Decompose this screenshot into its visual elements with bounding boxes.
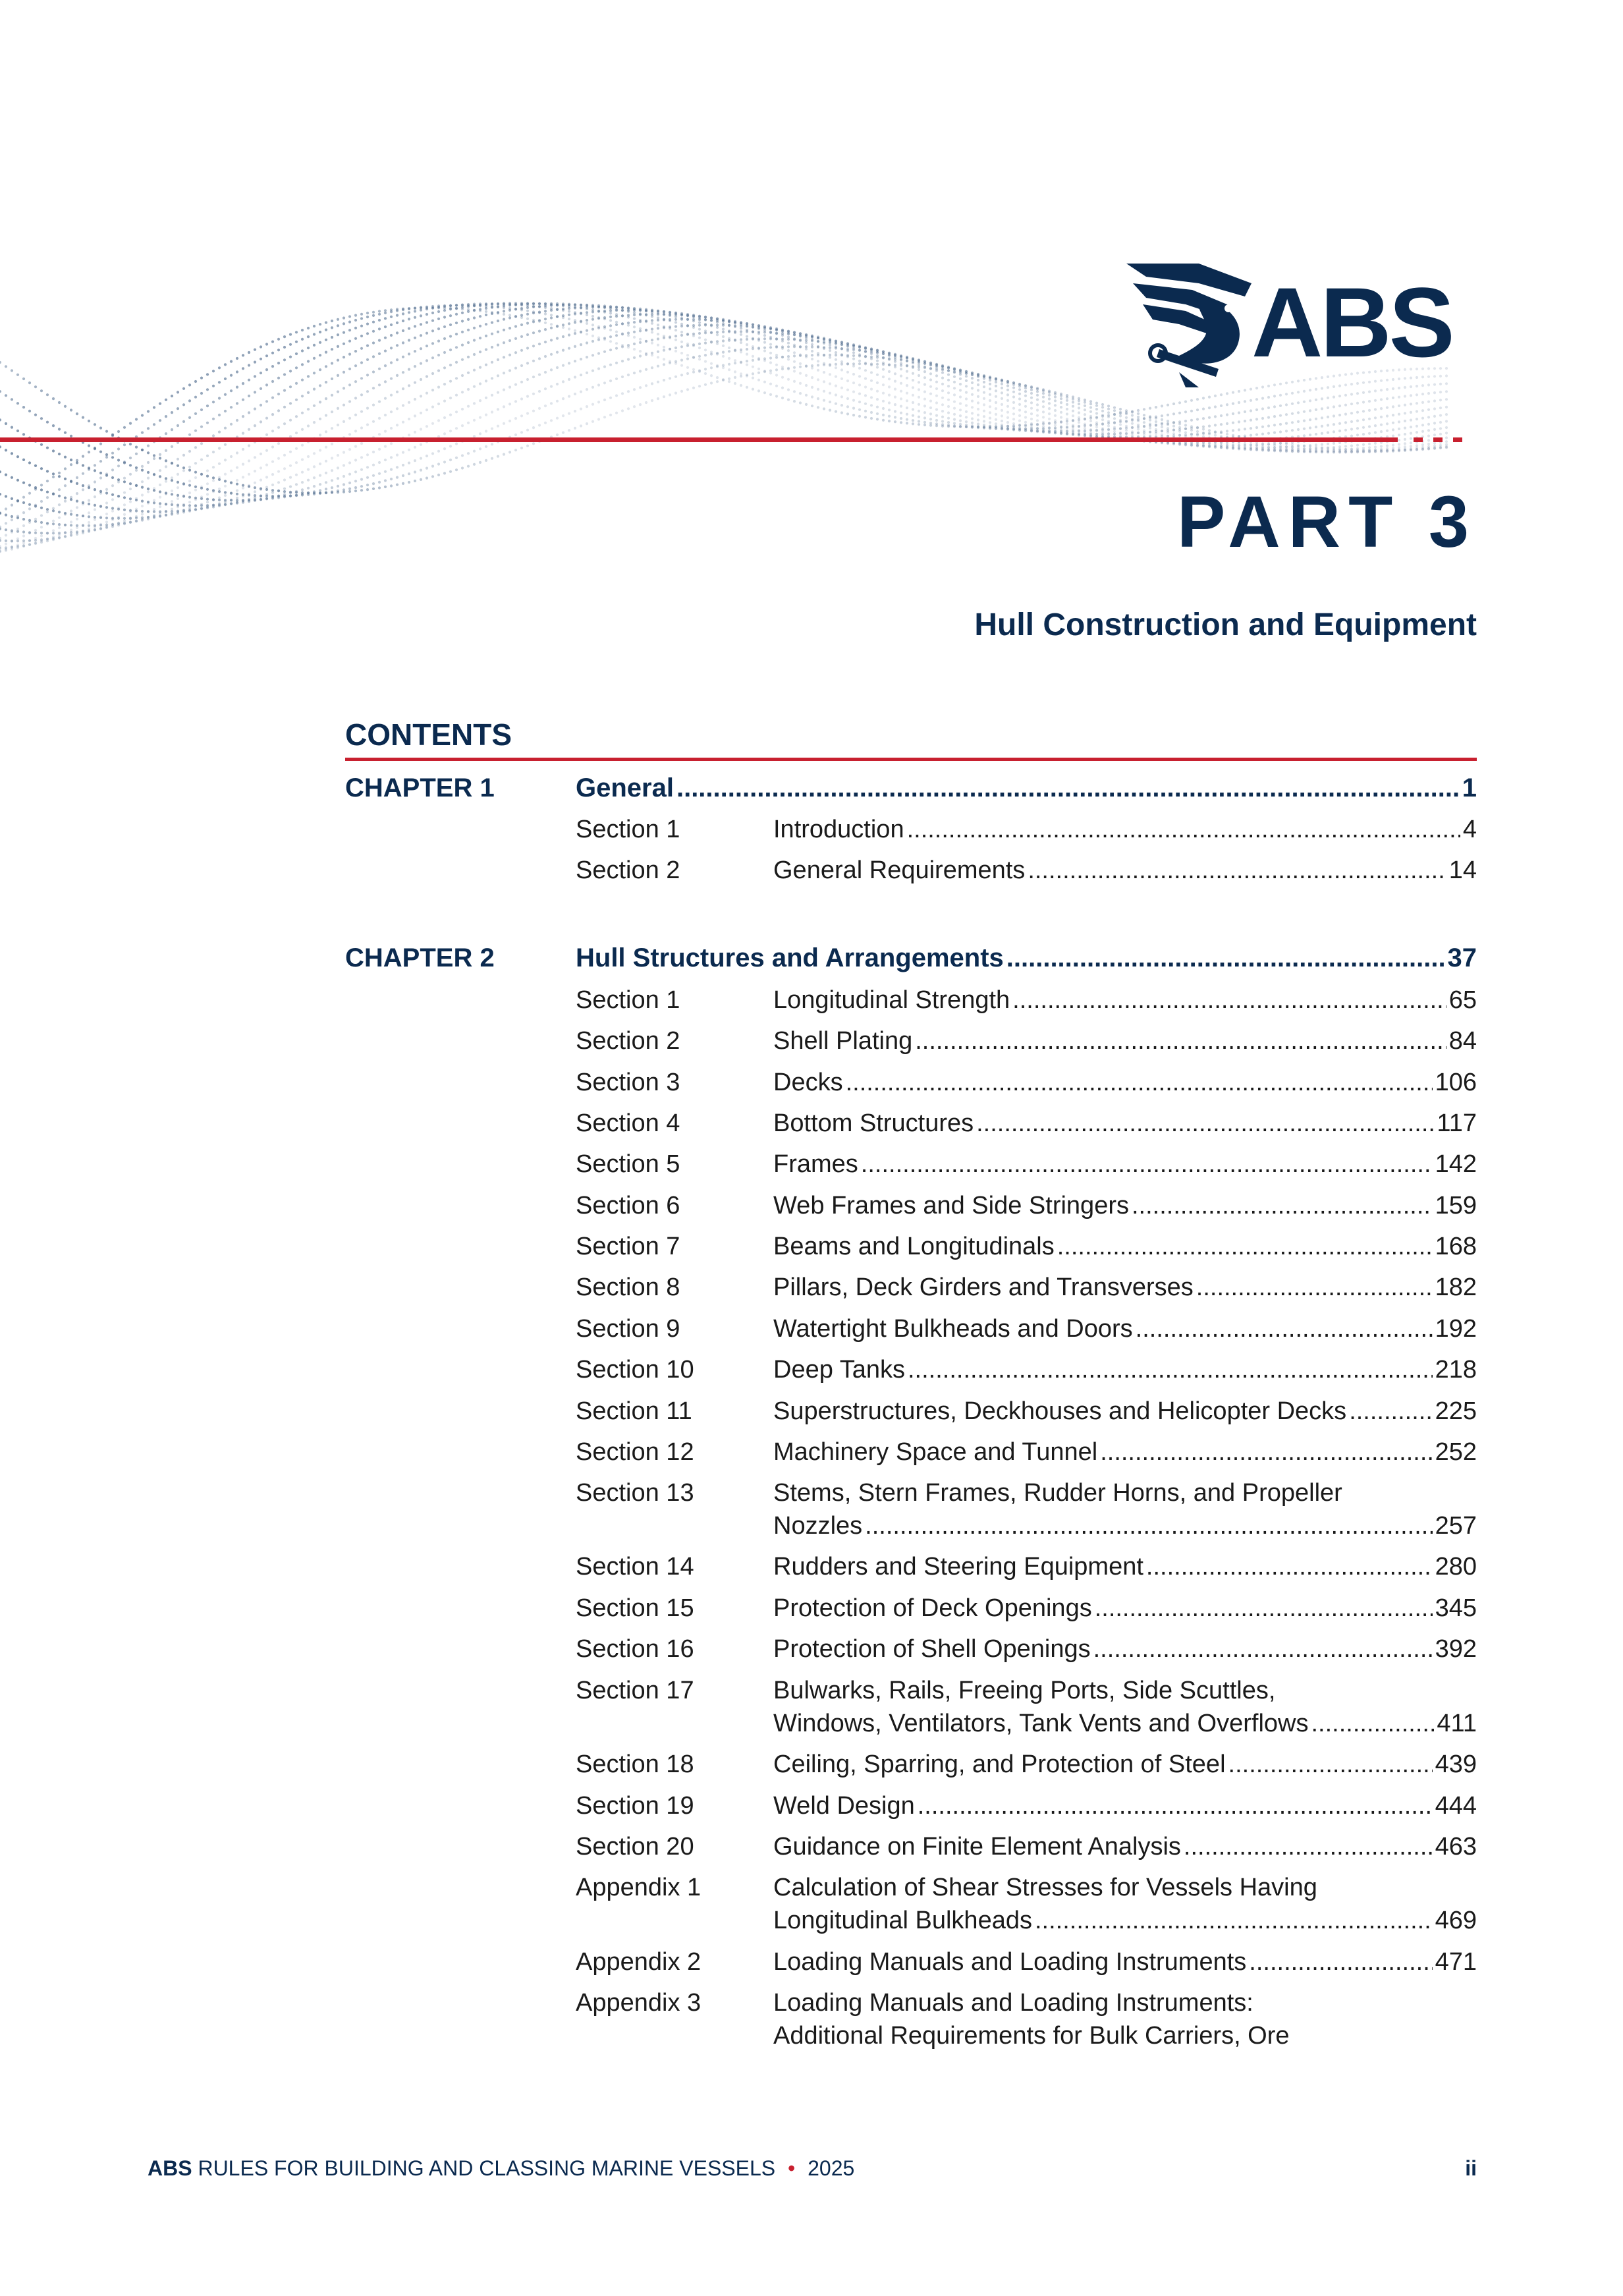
chapter-heading[interactable] [345,941,1477,980]
page-number: 444 [1435,1792,1477,1820]
section-title: Web Frames and Side Stringers [773,1192,1129,1219]
dot-leader [1093,1633,1433,1666]
page-number: 168 [1435,1233,1477,1260]
contents-heading: CONTENTS [345,717,512,752]
dot-leader [1028,854,1446,887]
section-label: Section 18 [576,1750,694,1778]
dot-leader [1311,1707,1434,1740]
section-title: Rudders and Steering Equipment [773,1553,1143,1581]
page-number: 469 [1435,1907,1477,1934]
section-label: Section 5 [576,1150,680,1178]
section-title-line: Windows, Ventilators, Tank Vents and Overflows [773,1710,1309,1737]
section-label: Section 15 [576,1594,694,1622]
dot-leader [1196,1271,1433,1304]
dot-leader [908,1353,1433,1386]
section-title: Watertight Bulkheads and Doors [773,1315,1133,1343]
page-number: 182 [1435,1274,1477,1301]
dot-leader [1012,984,1446,1017]
dot-leader [676,771,1460,805]
footer-page-number: ii [1465,2156,1477,2180]
section-label: Section 6 [576,1192,680,1219]
section-label: Appendix 3 [576,1989,701,2017]
section-title: Superstructures, Deckhouses and Helicopter Decks [773,1397,1347,1425]
page-number: 471 [1435,1948,1477,1976]
dot-leader [918,1789,1433,1822]
page-number: 159 [1435,1192,1477,1219]
header-red-dash [1453,437,1462,442]
section-label: Section 7 [576,1233,680,1260]
page-number: 65 [1448,986,1477,1014]
page-number: 117 [1437,1109,1477,1137]
page-number: 4 [1462,816,1477,843]
section-title: Ceiling, Sparring, and Protection of Steel [773,1750,1226,1778]
dot-leader [1035,1904,1433,1937]
section-label: Section 13 [576,1479,694,1507]
chapter-label: CHAPTER 2 [345,943,495,972]
footer-text [148,2158,854,2179]
eagle-anchor-icon [1120,257,1258,389]
chapter-title: Hull Structures and Arrangements [576,943,1004,972]
section-label: Section 12 [576,1438,694,1466]
section-title: Machinery Space and Tunnel [773,1438,1098,1466]
section-label: Section 9 [576,1315,680,1343]
page-number: 84 [1448,1027,1477,1055]
header-red-rule [0,437,1398,442]
section-title: Protection of Shell Openings [773,1635,1091,1663]
dot-leader [1146,1550,1433,1583]
logo-wordmark: ABS [1252,267,1452,378]
page-number: 14 [1448,856,1477,884]
section-label: Section 2 [576,856,680,884]
page-number: 192 [1435,1315,1477,1343]
part-title: PART 3 [1176,482,1477,563]
section-title-line: Loading Manuals and Loading Instruments: [773,1989,1253,2017]
section-label: Appendix 2 [576,1948,701,1976]
section-title-line: Stems, Stern Frames, Rudder Horns, and Propeller [773,1479,1342,1507]
section-title: Guidance on Finite Element Analysis [773,1833,1181,1861]
section-title: Deep Tanks [773,1356,905,1384]
page-number: 142 [1435,1150,1477,1178]
chapter-label: CHAPTER 1 [345,773,495,802]
page-number: 439 [1435,1750,1477,1778]
footer-year: 2025 [808,2156,855,2180]
dot-leader [1006,941,1445,975]
part-subtitle: Hull Construction and Equipment [974,607,1477,642]
section-label: Section 4 [576,1109,680,1137]
section-label: Section 1 [576,816,680,843]
page-number: 392 [1435,1635,1477,1663]
page-number: 225 [1435,1397,1477,1425]
section-title: Shell Plating [773,1027,913,1055]
section-title: General Requirements [773,856,1026,884]
page-number: 218 [1435,1356,1477,1384]
footer-title: RULES FOR BUILDING AND CLASSING MARINE VESSELS [198,2156,776,2180]
abs-logo [1120,250,1475,395]
header-red-dash [1433,437,1443,442]
dot-leader [1349,1395,1432,1428]
section-title: Protection of Deck Openings [773,1594,1092,1622]
dot-leader [976,1107,1434,1140]
page-number: 280 [1435,1553,1477,1581]
section-label: Section 14 [576,1553,694,1581]
dot-leader [1184,1830,1433,1863]
section-label: Section 17 [576,1677,694,1704]
dot-leader [865,1509,1432,1542]
section-title: Introduction [773,816,904,843]
section-label: Section 3 [576,1069,680,1096]
footer-separator: • [788,2156,796,2180]
page-number: 463 [1435,1833,1477,1861]
section-title-line: Longitudinal Bulkheads [773,1907,1032,1934]
section-label: Section 19 [576,1792,694,1820]
section-label: Section 11 [576,1397,692,1425]
header-red-dash [1414,437,1423,442]
dot-leader [861,1148,1433,1181]
section-title: Loading Manuals and Loading Instruments [773,1948,1247,1976]
dot-leader [915,1024,1446,1057]
section-title: Frames [773,1150,858,1178]
section-title: Decks [773,1069,843,1096]
dot-leader [1136,1312,1433,1345]
dot-leader [1095,1592,1433,1625]
section-title-line: Calculation of Shear Stresses for Vessels Having [773,1874,1317,1901]
dot-leader [1249,1946,1432,1978]
section-label: Section 10 [576,1356,694,1384]
contents-red-rule [345,758,1477,761]
section-title-line: Nozzles [773,1512,863,1540]
footer-brand: ABS [148,2156,192,2180]
page-number: 411 [1437,1710,1477,1737]
section-label: Appendix 1 [576,1874,701,1901]
dot-leader [1100,1436,1432,1469]
section-title: Longitudinal Strength [773,986,1010,1014]
page-number: 345 [1435,1594,1477,1622]
dot-leader [1057,1230,1433,1263]
chapter-title: General [576,773,674,802]
page-number: 1 [1462,773,1477,802]
section-title: Bottom Structures [773,1109,974,1137]
section-label: Section 16 [576,1635,694,1663]
section-title: Beams and Longitudinals [773,1233,1055,1260]
dot-leader [1132,1189,1433,1222]
dot-leader [1228,1748,1433,1781]
section-title: Pillars, Deck Girders and Transverses [773,1274,1194,1301]
section-label: Section 8 [576,1274,680,1301]
section-label: Section 2 [576,1027,680,1055]
page-number: 257 [1435,1512,1477,1540]
page-number: 106 [1435,1069,1477,1096]
chapter-heading[interactable] [345,771,1477,810]
dot-leader [846,1066,1433,1099]
section-title-line: Additional Requirements for Bulk Carriers, Ore [773,2022,1290,2050]
page-number: 37 [1447,943,1477,972]
section-label: Section 20 [576,1833,694,1861]
dot-leader [907,813,1460,846]
section-title: Weld Design [773,1792,915,1820]
section-label: Section 1 [576,986,680,1014]
page-number: 252 [1435,1438,1477,1466]
section-title-line: Bulwarks, Rails, Freeing Ports, Side Scuttles, [773,1677,1276,1704]
